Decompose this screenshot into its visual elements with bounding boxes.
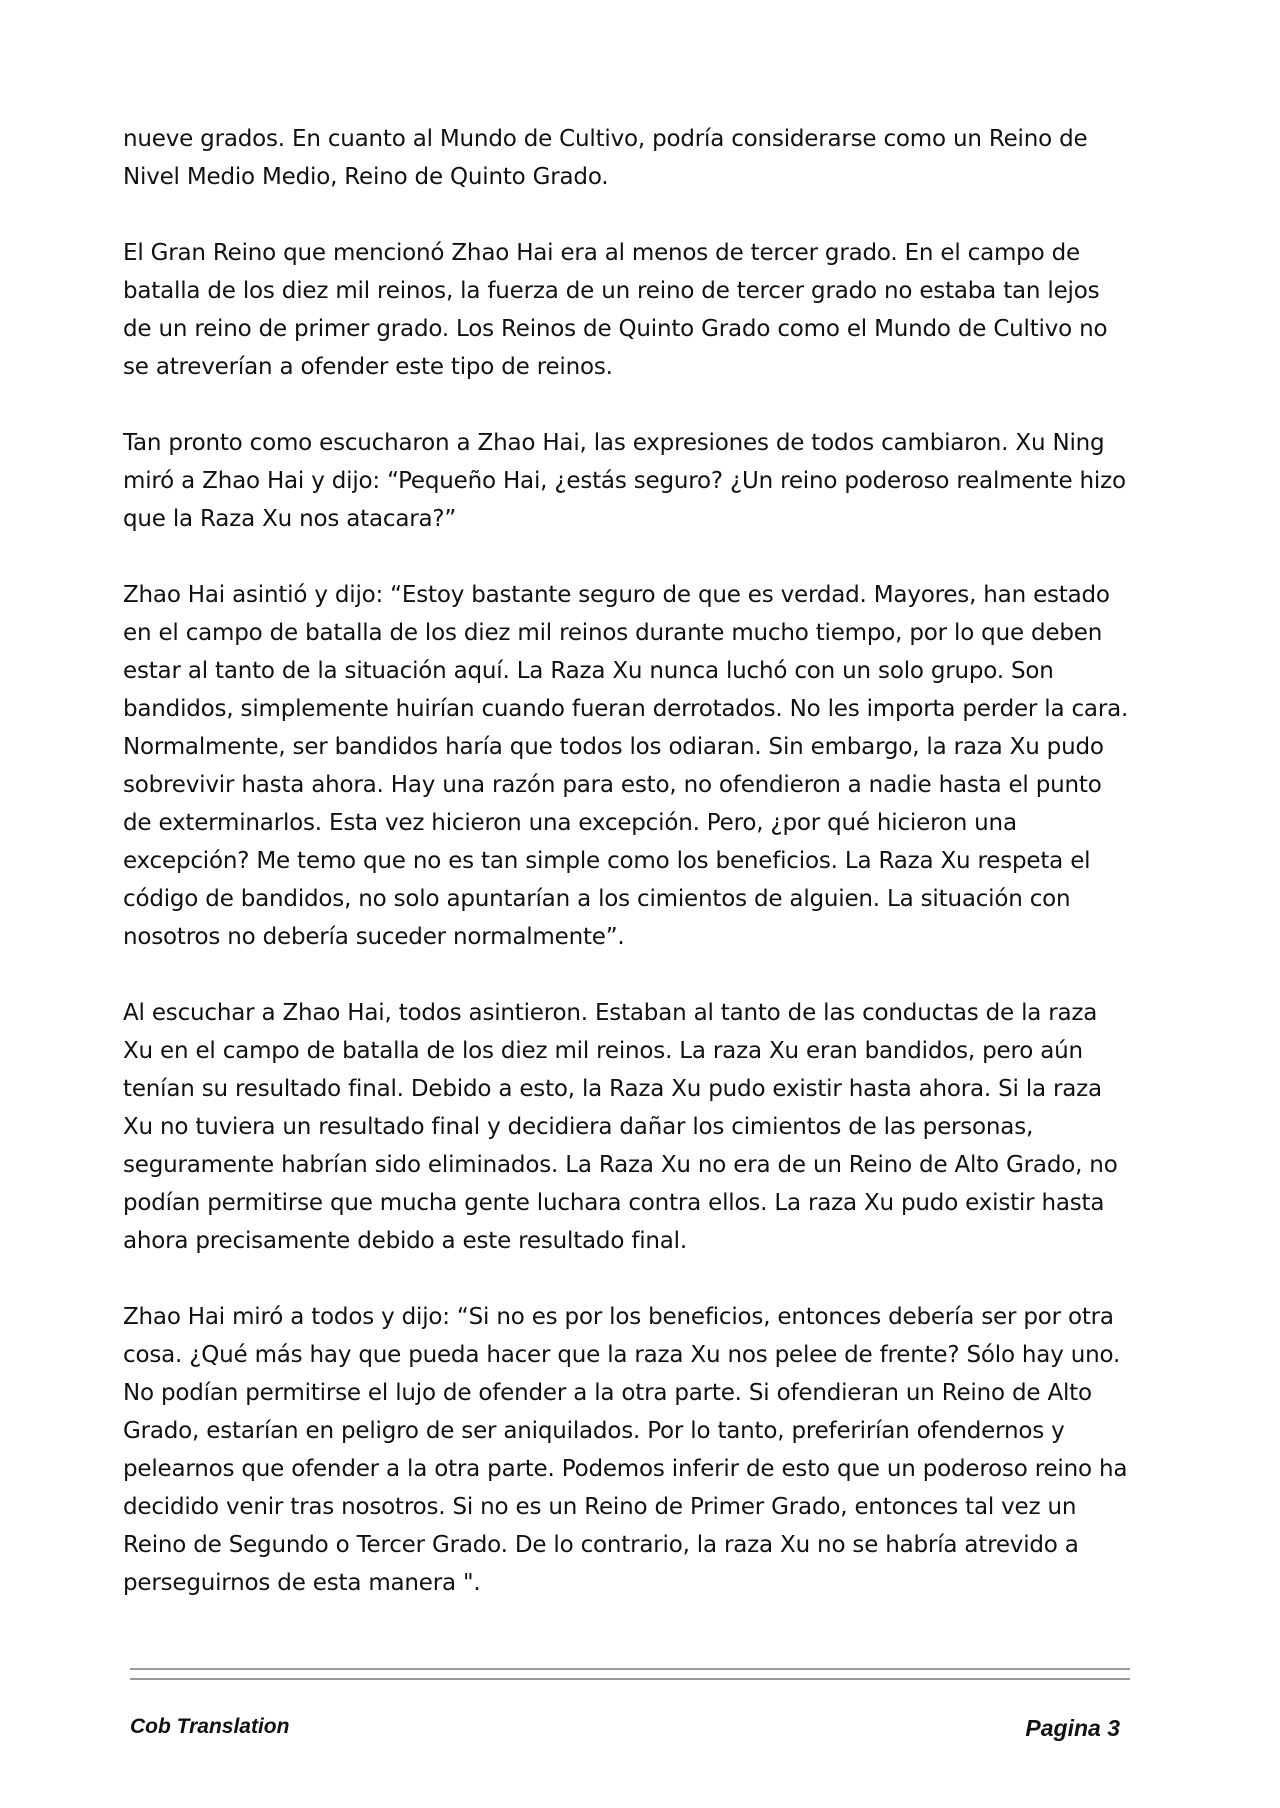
paragraph-2: El Gran Reino que mencionó Zhao Hai era al menos de tercer grado. En el campo de batalla de los diez mil reinos, la fuerza de un reino de tercer grado no estaba tan lejos de un reino de primer grado. Los Reinos de Quinto Grado como el Mundo de Cultivo no se atreverían a ofender este tipo de reinos. [123,240,1108,380]
footer-source: Cob Translation [130,1715,290,1738]
footer-divider-top [130,1668,1130,1670]
footer-page-number: Pagina 3 [1025,1715,1120,1741]
paragraph-4: Zhao Hai asintió y dijo: “Estoy bastante seguro de que es verdad. Mayores, han estado en el campo de batalla de los diez mil reinos durante mucho tiempo, por lo que deben estar al tanto de la situación aquí. La Raza Xu nunca luchó con un solo grupo. Son bandidos, simplemente huirían cuando fueran derrotados. No les importa perder la cara. Normalmente, ser bandidos haría que todos los odiaran. Sin embargo, la raza Xu pudo sobrevivir hasta ahora. Hay una razón para esto, no ofendieron a nadie hasta el punto de exterminarlos. Esta vez hicieron una excepción. Pero, ¿por qué hicieron una excepción? Me temo que no es tan simple como los beneficios. La Raza Xu respeta el código de bandidos, no solo apuntarían a los cimientos de alguien. La situación con nosotros no debería suceder normalmente”. [123,582,1129,950]
paragraph-3: Tan pronto como escucharon a Zhao Hai, las expresiones de todos cambiaron. Xu Ning miró a Zhao Hai y dijo: “Pequeño Hai, ¿estás seguro? ¿Un reino poderoso realmente hizo que la Raza Xu nos atacara?” [123,430,1126,532]
paragraph-6: Zhao Hai miró a todos y dijo: “Si no es por los beneficios, entonces debería ser por otra cosa. ¿Qué más hay que pueda hacer que la raza Xu nos pelee de frente? Sólo hay uno. No podían permitirse el lujo de ofender a la otra parte. Si ofendieran un Reino de Alto Grado, estarían en peligro de ser aniquilados. Por lo tanto, preferirían ofendernos y pelearnos que ofender a la otra parte. Podemos inferir de esto que un poderoso reino ha decidido venir tras nosotros. Si no es un Reino de Primer Grado, entonces tal vez un Reino de Segundo o Tercer Grado. De lo contrario, la raza Xu no se habría atrevido a perseguirnos de esta manera ". [123,1304,1128,1596]
paragraph-5: Al escuchar a Zhao Hai, todos asintieron. Estaban al tanto de las conductas de la raza Xu en el campo de batalla de los diez mil reinos. La raza Xu eran bandidos, pero aún tenían su resultado final. Debido a esto, la Raza Xu pudo existir hasta ahora. Si la raza Xu no tuviera un resultado final y decidiera dañar los cimientos de las personas, seguramente habrían sido eliminados. La Raza Xu no era de un Reino de Alto Grado, no podían permitirse que mucha gente luchara contra ellos. La raza Xu pudo existir hasta ahora precisamente debido a este resultado final. [123,1000,1118,1254]
page-body [123,120,1133,1640]
footer-divider-bottom [130,1678,1130,1680]
paragraph-1: nueve grados. En cuanto al Mundo de Cultivo, podría considerarse como un Reino de Nivel Medio Medio, Reino de Quinto Grado. [123,126,1088,190]
